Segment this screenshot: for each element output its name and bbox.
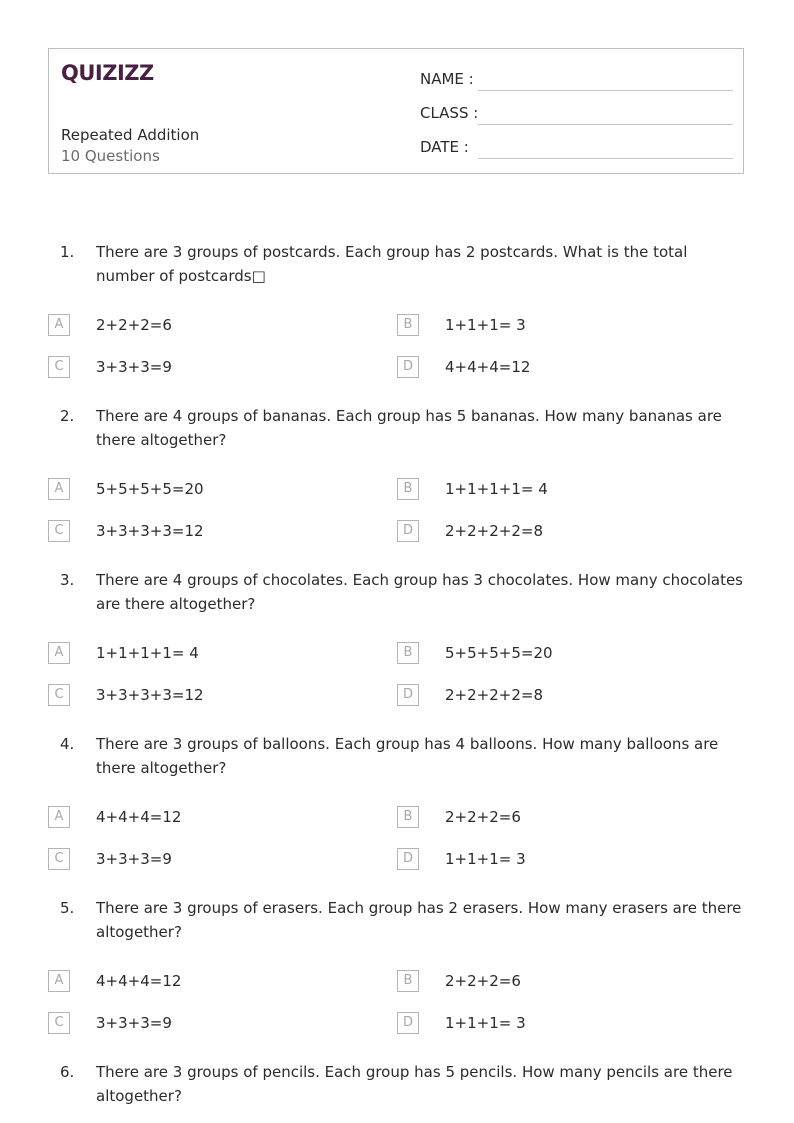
question-number: 6.	[60, 1063, 75, 1081]
option-letter-box: C	[48, 848, 70, 870]
option-letter-box: D	[397, 1012, 419, 1034]
option-letter-box: A	[48, 478, 70, 500]
question-number: 2.	[60, 407, 75, 425]
option-text: 3+3+3+3=12	[96, 686, 204, 704]
option-letter-box: C	[48, 684, 70, 706]
question-text: There are 3 groups of postcards. Each group has 2 postcards. What is the total number of postcards□	[96, 243, 688, 285]
option-text: 5+5+5+5=20	[445, 644, 553, 662]
option-letter-box: D	[397, 520, 419, 542]
question-text: There are 4 groups of bananas. Each group has 5 bananas. How many bananas are there altogether?	[96, 407, 722, 449]
option-letter-box: A	[48, 970, 70, 992]
date-field	[420, 136, 733, 160]
option-text: 3+3+3=9	[96, 1014, 172, 1032]
option-text: 1+1+1= 3	[445, 850, 526, 868]
option-letter-box: B	[397, 314, 419, 336]
question-text: There are 4 groups of chocolates. Each group has 3 chocolates. How many chocolates are there altogether?	[96, 571, 743, 613]
option-letter-box: D	[397, 848, 419, 870]
question-number: 4.	[60, 735, 75, 753]
option-text: 4+4+4=12	[96, 972, 182, 990]
option-letter-box: A	[48, 806, 70, 828]
quizizz-logo: QUIZIZZ	[61, 61, 154, 85]
question-text: There are 3 groups of pencils. Each group has 5 pencils. How many pencils are there altogether?	[96, 1063, 733, 1105]
option-letter-box: B	[397, 806, 419, 828]
name-line	[478, 90, 733, 91]
worksheet-title: Repeated Addition	[61, 126, 200, 144]
question-text: There are 3 groups of balloons. Each group has 4 balloons. How many balloons are there altogether?	[96, 735, 719, 777]
option-text: 2+2+2=6	[96, 316, 172, 334]
option-text: 2+2+2=6	[445, 972, 521, 990]
option-letter-box: D	[397, 684, 419, 706]
option-letter-box: A	[48, 314, 70, 336]
option-letter-box: B	[397, 478, 419, 500]
name-field	[420, 68, 733, 92]
class-label: CLASS :	[420, 104, 479, 122]
option-text: 1+1+1+1= 4	[96, 644, 199, 662]
option-text: 2+2+2=6	[445, 808, 521, 826]
question-number: 3.	[60, 571, 75, 589]
option-letter-box: A	[48, 642, 70, 664]
option-text: 3+3+3=9	[96, 358, 172, 376]
option-letter-box: B	[397, 970, 419, 992]
option-text: 4+4+4=12	[96, 808, 182, 826]
option-text: 2+2+2+2=8	[445, 522, 543, 540]
question-number: 1.	[60, 243, 75, 261]
option-letter-box: D	[397, 356, 419, 378]
class-field	[420, 102, 733, 126]
date-label: DATE :	[420, 138, 469, 156]
option-text: 3+3+3+3=12	[96, 522, 204, 540]
option-text: 4+4+4=12	[445, 358, 531, 376]
option-text: 5+5+5+5=20	[96, 480, 204, 498]
option-letter-box: B	[397, 642, 419, 664]
option-text: 3+3+3=9	[96, 850, 172, 868]
option-text: 2+2+2+2=8	[445, 686, 543, 704]
option-text: 1+1+1+1= 4	[445, 480, 548, 498]
question-count: 10 Questions	[61, 147, 160, 165]
option-letter-box: C	[48, 520, 70, 542]
name-label: NAME :	[420, 70, 474, 88]
question-text: There are 3 groups of erasers. Each group has 2 erasers. How many erasers are there altogether?	[96, 899, 742, 941]
worksheet-header	[48, 48, 744, 174]
option-text: 1+1+1= 3	[445, 316, 526, 334]
date-line	[478, 158, 733, 159]
class-line	[478, 124, 733, 125]
option-text: 1+1+1= 3	[445, 1014, 526, 1032]
question-number: 5.	[60, 899, 75, 917]
option-letter-box: C	[48, 356, 70, 378]
option-letter-box: C	[48, 1012, 70, 1034]
